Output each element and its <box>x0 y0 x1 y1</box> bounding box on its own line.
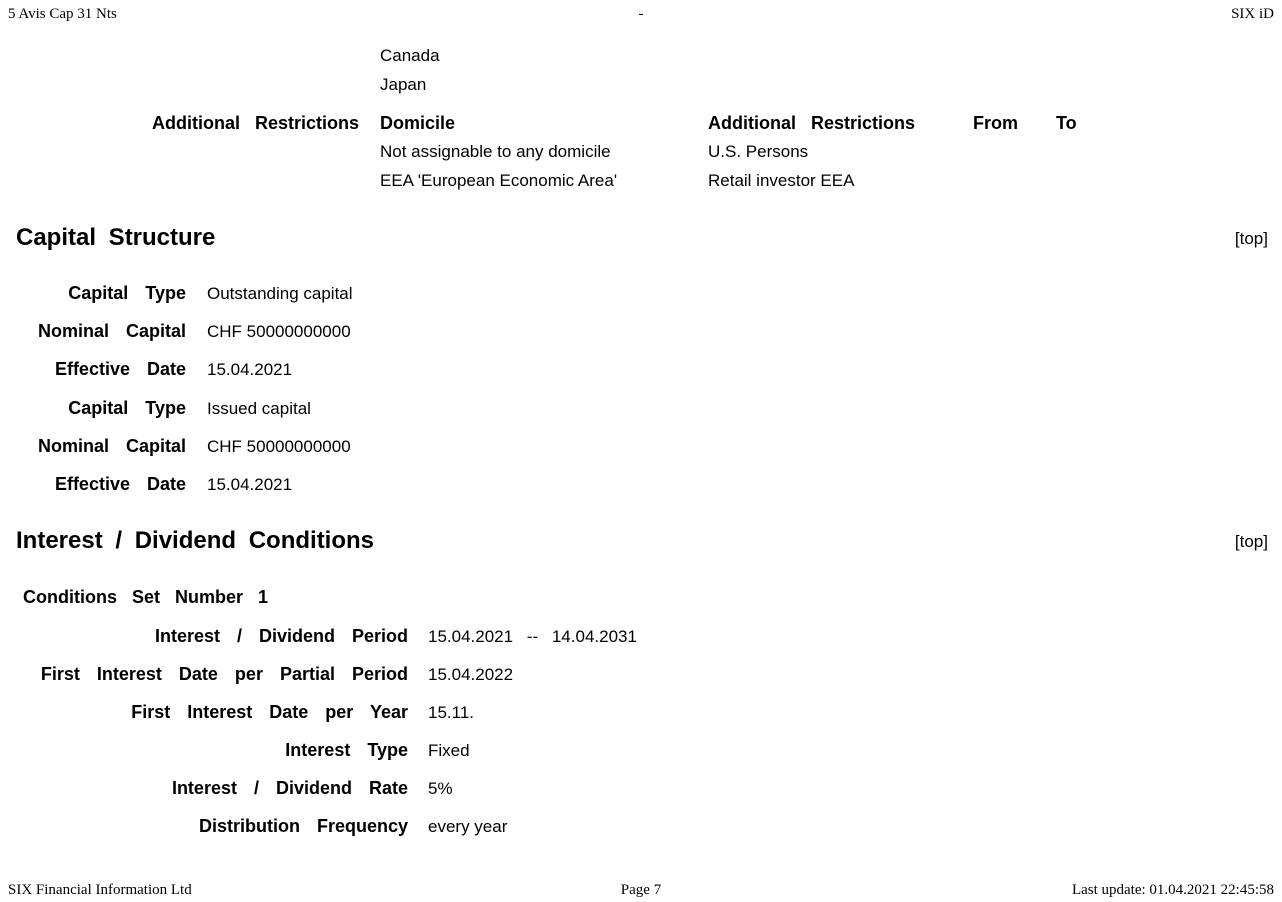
carryover-row <box>0 73 1282 97</box>
domicile-cell: EEA 'European Economic Area' <box>380 171 618 190</box>
carryover-domicile-value: Canada <box>380 46 440 65</box>
field-label: First Interest Date per Year <box>131 702 408 722</box>
restrictions-header-row <box>0 111 1282 135</box>
field-value: 15.04.2022 <box>428 665 514 684</box>
field-value: Issued capital <box>207 399 311 418</box>
field-value: CHF 50000000000 <box>207 437 351 456</box>
field-row <box>0 396 311 421</box>
carryover-domicile-value: Japan <box>380 75 427 94</box>
domicile-cell: Not assignable to any domicile <box>380 142 611 161</box>
field-row <box>0 357 292 382</box>
field-row <box>0 319 351 344</box>
field-label: First Interest Date per Partial Period <box>40 664 408 684</box>
section-title: Capital Structure <box>16 224 216 251</box>
page-header <box>8 6 1274 26</box>
field-value: Fixed <box>428 741 470 760</box>
field-label: Effective Date <box>54 359 186 379</box>
column-header-additional-restrictions: Additional Restrictions <box>708 113 916 133</box>
field-value: Outstanding capital <box>207 284 353 303</box>
header-center-dash: - <box>638 6 644 22</box>
additional-restriction-cell: U.S. Persons <box>708 142 809 161</box>
field-label: Distribution Frequency <box>198 816 408 836</box>
column-header-to: To <box>1056 113 1077 133</box>
field-row <box>0 281 353 306</box>
field-value: 15.11. <box>428 703 475 722</box>
document-title: 5 Avis Cap 31 Nts <box>8 6 117 22</box>
field-row <box>0 814 507 839</box>
field-value: CHF 50000000000 <box>207 322 351 341</box>
field-label: Nominal Capital <box>37 436 186 456</box>
top-link[interactable]: [top] <box>1234 229 1268 248</box>
top-link[interactable]: [top] <box>1234 532 1268 551</box>
field-row <box>0 700 474 725</box>
field-label: Interest / Dividend Period <box>154 626 408 646</box>
field-value: every year <box>428 817 508 836</box>
restrictions-row <box>0 140 1282 164</box>
additional-restriction-cell: Retail investor EEA <box>708 171 855 190</box>
field-row <box>0 434 351 459</box>
footer-last-update: Last update: 01.04.2021 22:45:58 <box>1071 882 1274 898</box>
field-value: 5% <box>428 779 453 798</box>
conditions-set-heading: Conditions Set Number 1 <box>23 587 269 607</box>
carryover-row <box>0 44 1282 68</box>
field-label: Interest / Dividend Rate <box>171 778 408 798</box>
field-label: Capital Type <box>68 283 186 303</box>
field-row <box>0 472 292 497</box>
restrictions-row <box>0 169 1282 193</box>
field-value: 15.04.2021 <box>207 475 293 494</box>
page-footer <box>8 882 1274 902</box>
field-label: Nominal Capital <box>37 321 186 341</box>
field-label: Interest Type <box>285 740 408 760</box>
field-row <box>0 776 453 801</box>
field-value: 15.04.2021 <box>207 360 293 379</box>
field-label: Capital Type <box>68 398 186 418</box>
footer-company: SIX Financial Information Ltd <box>8 882 192 898</box>
field-row <box>0 738 470 763</box>
column-header-from: From <box>973 113 1018 133</box>
field-row <box>0 662 513 687</box>
restrictions-label-header: Additional Restrictions <box>151 113 359 133</box>
field-label: Effective Date <box>54 474 186 494</box>
section-title: Interest / Dividend Conditions <box>16 527 375 554</box>
field-value: 15.04.2021 -- 14.04.2031 <box>428 627 637 646</box>
brand-label: SIX iD <box>1231 6 1274 22</box>
column-header-domicile: Domicile <box>380 113 456 133</box>
footer-page-number: Page 7 <box>620 882 662 898</box>
field-row <box>0 624 637 649</box>
